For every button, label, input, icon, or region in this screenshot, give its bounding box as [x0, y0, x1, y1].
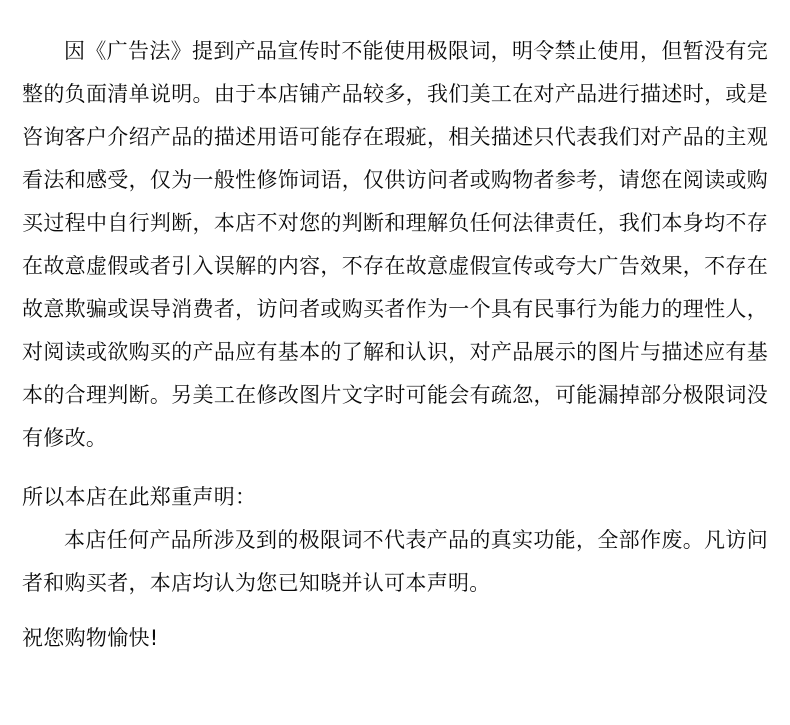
statement-body-paragraph: 本店任何产品所涉及到的极限词不代表产品的真实功能，全部作废。凡访问者和购买者，本店均认为您已知晓并认可本声明。	[22, 528, 768, 595]
closing-line: 祝您购物愉快!	[22, 626, 159, 650]
disclaimer-body-paragraph: 因《广告法》提到产品宣传时不能使用极限词，明令禁止使用，但暂没有完整的负面清单说明。由于本店铺产品较多，我们美工在对产品进行描述时，或是咨询客户介绍产品的描述用语可能存在瑕疵，相关描述只代表我们对产品的主观看法和感受，仅为一般性修饰词语，仅供访问者或购物者参考，请您在阅读或购买过程中自行判断，本店不对您的判断和理解负任何法律责任，我们本身均不存在故意虚假或者引入误解的内容，不存在故意虚假宣传或夸大广告效果，不存在故意欺骗或误导消费者，访问者或购买者作为一个具有民事行为能力的理性人，对阅读或欲购买的产品应有基本的了解和认识，对产品展示的图片与描述应有基本的合理判断。另美工在修改图片文字时可能会有疏忽，可能漏掉部分极限词没有修改。	[22, 39, 768, 450]
statement-heading: 所以本店在此郑重声明：	[22, 485, 257, 509]
